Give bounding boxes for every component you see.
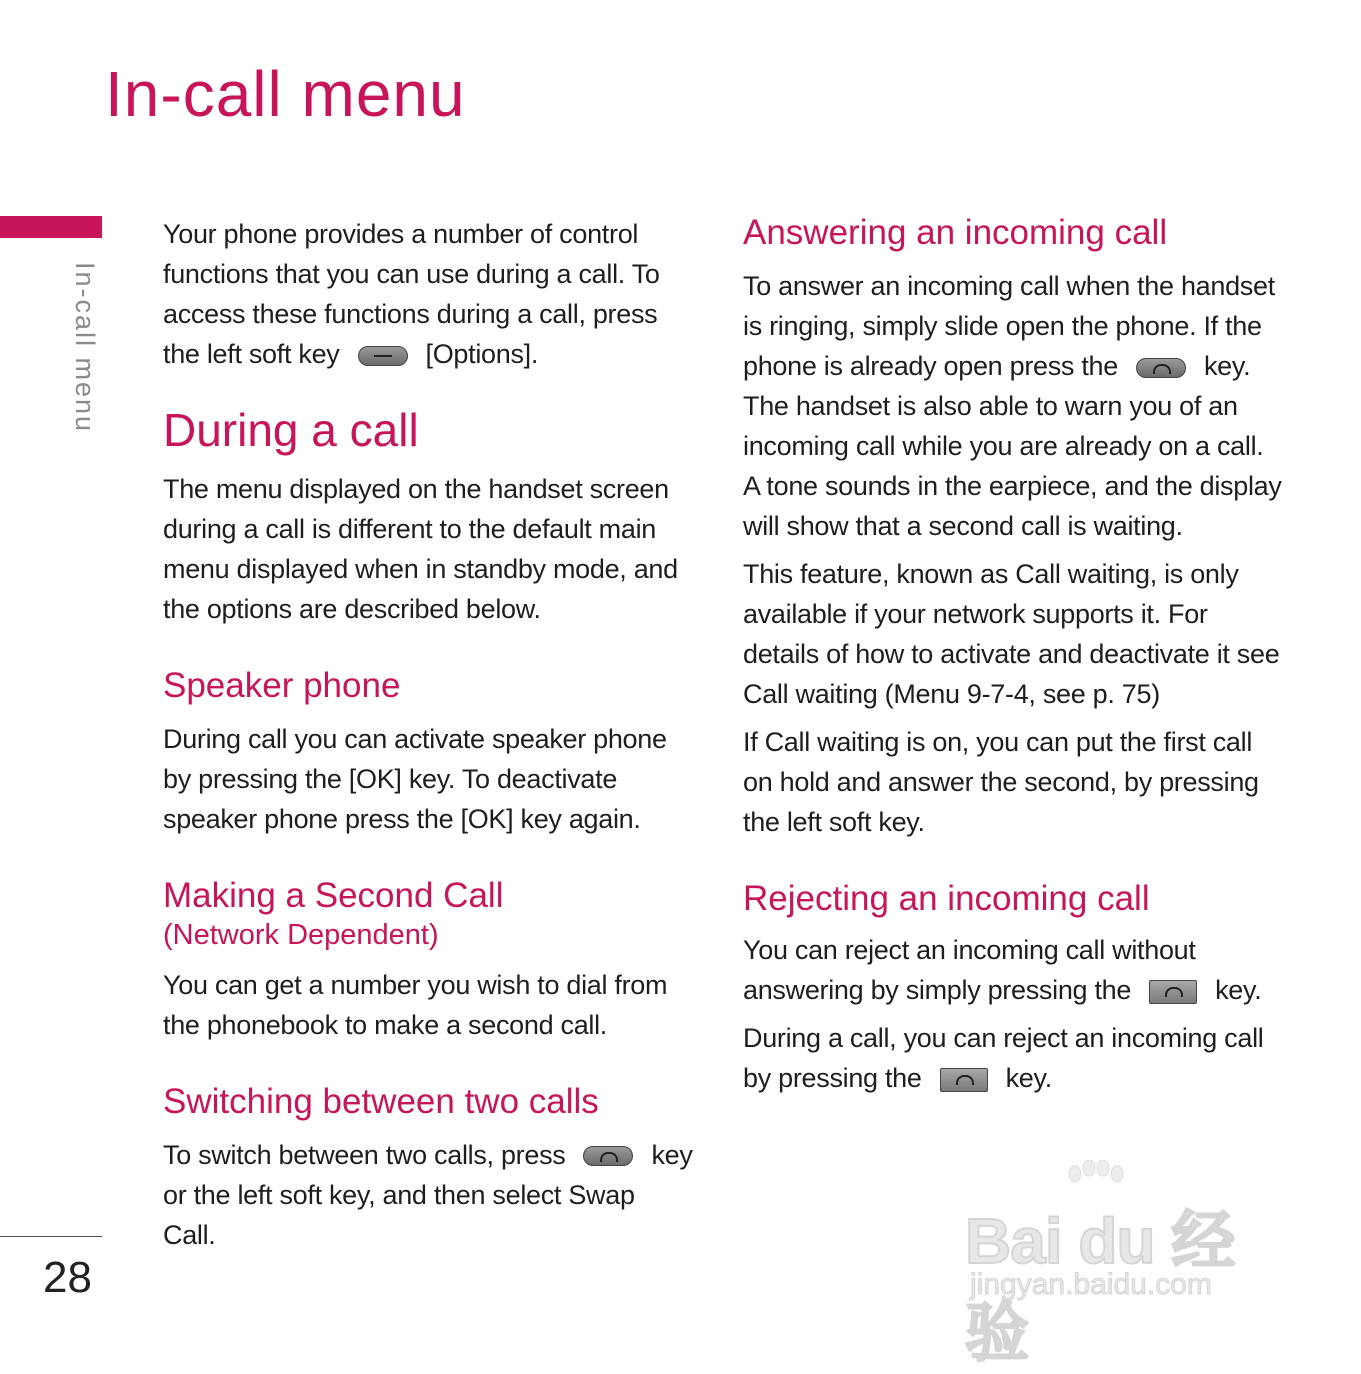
rejecting-during-text-2: key.	[1005, 1063, 1052, 1093]
rejecting-during-call	[743, 1018, 1283, 1098]
rejecting-text: You can reject an incoming call without answering by simply pressing the	[743, 935, 1196, 1005]
answering-heading: Answering an incoming call	[743, 213, 1168, 252]
during-call-body: The menu displayed on the handset screen during a call is different to the default main menu displayed when in standby mode, and the options are described below.	[163, 473, 678, 624]
end-key-icon	[940, 1068, 988, 1092]
during-call-heading: During a call	[163, 404, 419, 456]
answering-text: To answer an incoming call when the handset is ringing, simply slide open the phone. If the phone is already open press the	[743, 271, 1275, 381]
rejecting-during-text: During a call, you can reject an incoming call by pressing the	[743, 1023, 1264, 1093]
call-waiting-paragraph: This feature, known as Call waiting, is only available if your network supports it. For details of how to activate and deactivate it see Call waiting (Menu 9-7-4, see p. 75)	[743, 559, 1280, 709]
rejecting-body	[743, 930, 1283, 1010]
side-tab-bar	[0, 216, 102, 238]
second-call-heading: Making a Second Call	[163, 875, 504, 915]
right-column	[743, 212, 1283, 1098]
switching-heading: Switching between two calls	[163, 1081, 599, 1121]
switching-text-2: key or the left soft key, and then select Swap Call.	[163, 1139, 693, 1250]
speaker-phone-body: During call you can activate speaker phone by pressing the [OK] key. To deactivate speaker phone press the [OK] key again.	[163, 723, 667, 834]
rejecting-heading: Rejecting an incoming call	[743, 879, 1150, 918]
intro-text: Your phone provides a number of control functions that you can use during a call. To access these functions during a call, press the left soft key	[163, 219, 660, 369]
answering-body	[743, 266, 1283, 546]
end-key-icon	[1149, 980, 1197, 1004]
speaker-phone-heading: Speaker phone	[163, 665, 401, 705]
watermark-brand: Bai du 经验	[965, 1205, 1235, 1369]
rejecting-text-2: key.	[1215, 975, 1262, 1005]
answering-text-2: key. The handset is also able to warn you of an incoming call while you are already on a call. A tone sounds in the earpiece, and the display will show that a second call is waiting.	[743, 351, 1282, 541]
baidu-watermark	[965, 1160, 1285, 1369]
switching-body	[163, 1135, 693, 1255]
watermark-url: jingyan.baidu.com	[970, 1268, 1212, 1301]
intro-options: [Options].	[425, 339, 539, 369]
send-key-icon	[583, 1146, 633, 1166]
left-column	[163, 212, 693, 1255]
page-number: 28	[43, 1253, 92, 1302]
left-soft-key-icon	[358, 346, 408, 366]
side-tab	[60, 262, 100, 442]
second-call-body: You can get a number you wish to dial from the phonebook to make a second call.	[163, 969, 668, 1040]
footer-rule	[0, 1236, 102, 1237]
side-tab-label: In-call menu	[70, 262, 100, 434]
second-call-subheading: (Network Dependent)	[163, 918, 439, 951]
switching-text: To switch between two calls, press	[163, 1139, 566, 1170]
page-title: In-call menu	[105, 58, 466, 130]
send-key-icon	[1136, 358, 1186, 378]
intro-paragraph	[163, 214, 693, 374]
call-waiting-hold-paragraph: If Call waiting is on, you can put the first call on hold and answer the second, by pressing the left soft key.	[743, 727, 1259, 837]
